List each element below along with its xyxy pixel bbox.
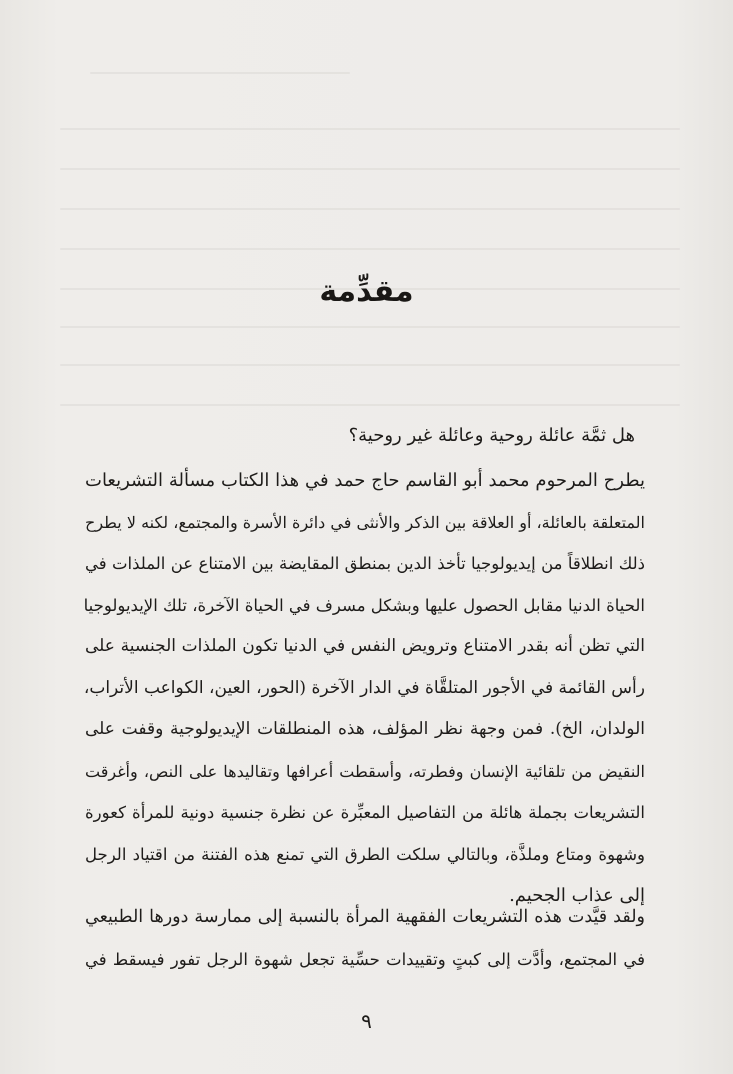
paragraph-line: وشهوة ومتاع وملذَّة، وبالتالي سلكت الطرق التي تمنع هذه الفتنة من اقتياد الرجل xyxy=(85,844,645,864)
paragraph-line: ولقد قيَّدت هذه التشريعات الفقهية المرأة بالنسبة إلى ممارسة دورها الطبيعي xyxy=(85,907,645,927)
paragraph-line: يطرح المرحوم محمد أبو القاسم حاج حمد في هذا الكتاب مسألة التشريعات xyxy=(85,470,645,491)
paragraph-2 xyxy=(85,897,645,980)
paragraph-line: المتعلقة بالعائلة، أو العلاقة بين الذكر والأنثى في دائرة الأسرة والمجتمع، لكنه لا يطرح xyxy=(85,512,645,532)
paragraph-line: رأس القائمة في الأجور المتلقَّاة في الدار الآخرة (الحور، العين، الكواعب الأتراب، xyxy=(83,677,645,698)
paragraph-line: إلى عذاب الجحيم. xyxy=(509,885,645,906)
paragraph-line: النقيض من تلقائية الإنسان وفطرته، وأسقطت أعرافها وتقاليدها على النص، وأغرقت xyxy=(85,761,645,781)
page-number: ٩ xyxy=(361,1009,372,1033)
paragraph-line: الحياة الدنيا مقابل الحصول عليها وبشكل مسرف في الحياة الآخرة، تلك الإيديولوجيا xyxy=(83,595,645,615)
paragraph-1 xyxy=(85,460,645,917)
section-question: هل ثمَّة عائلة روحية وعائلة غير روحية؟ xyxy=(348,425,635,446)
paragraph-line: التي تظن أنه بقدر الامتناع وترويض النفس في الدنيا تكون الملذات الجنسية على xyxy=(85,636,645,656)
paragraph-line: الولدان، الخ). فمن وجهة نظر المؤلف، هذه المنطلقات الإيديولوجية وقفت على xyxy=(85,719,645,739)
paragraph-line: في المجتمع، وأدَّت إلى كبتٍ وتقييدات حسِّية تجعل شهوة الرجل تفور فيسقط في xyxy=(85,949,645,969)
chapter-title: مقدِّمة xyxy=(319,274,414,309)
paragraph-line: التشريعات بجملة هائلة من التفاصيل المعبِّرة عن نظرة جنسية دونية للمرأة كعورة xyxy=(85,803,645,822)
paragraph-line: ذلك انطلاقاً من إيديولوجيا تأخذ الدين بمنطق المقايضة بين الامتناع عن الملذات في xyxy=(85,554,645,573)
